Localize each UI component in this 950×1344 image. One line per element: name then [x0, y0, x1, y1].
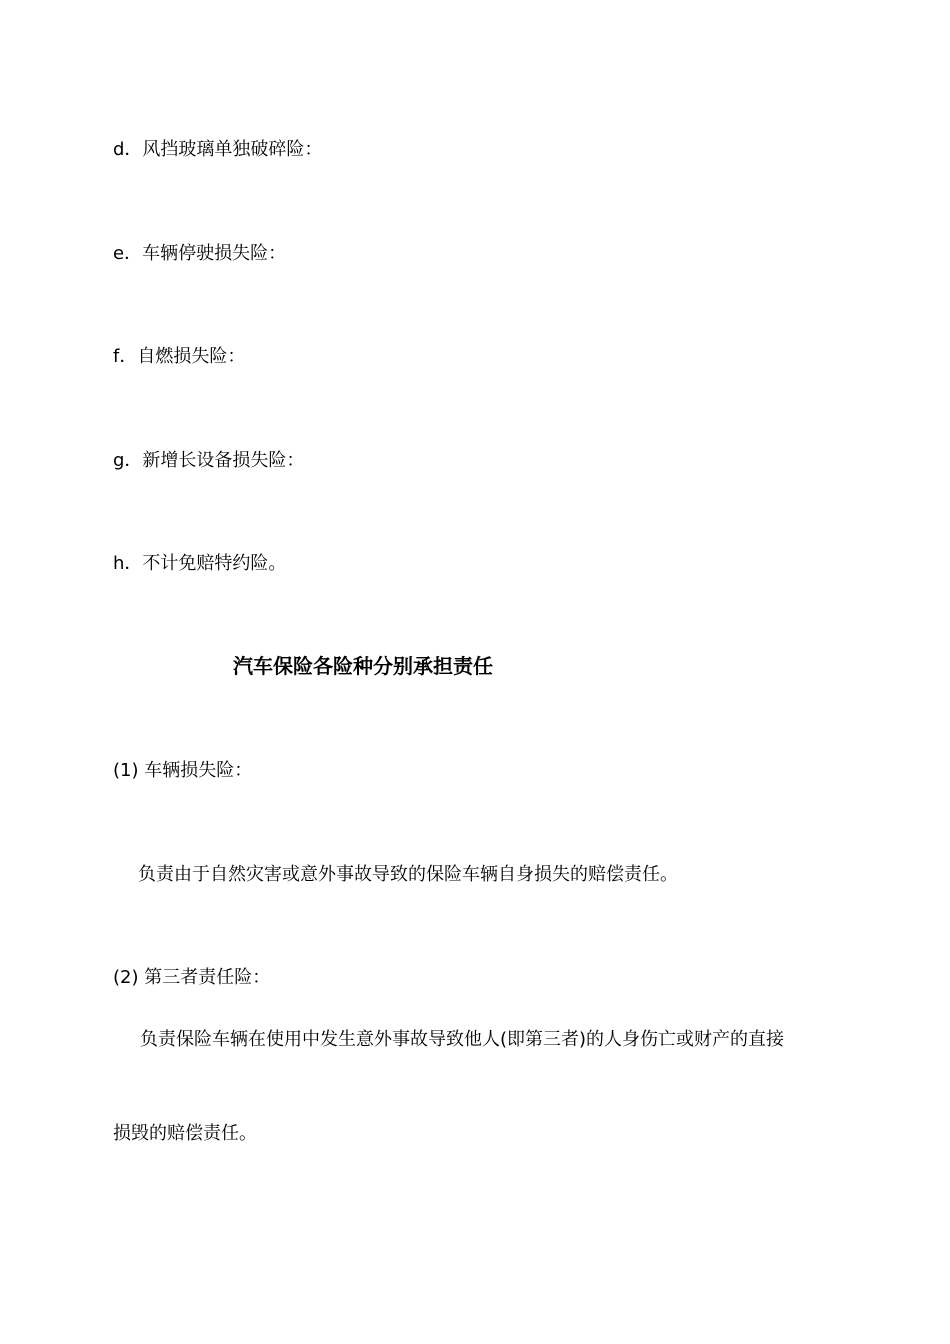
- list-item-spontaneous-combustion: f．自燃损失险：: [113, 346, 246, 367]
- clause-body-third-party-line2: 损毁的赔偿责任。: [113, 1123, 257, 1144]
- list-item-windshield-glass: d．风挡玻璃单独破碎险：: [113, 139, 323, 160]
- list-item-added-equipment-loss: g．新增长设备损失险：: [113, 450, 305, 471]
- section-title: 汽车保险各险种分别承担责任: [233, 654, 493, 678]
- list-item-no-deductible: h．不计免赔特约险。: [113, 553, 287, 574]
- clause-body-third-party-line1: 负责保险车辆在使用中发生意外事故导致他人(即第三者)的人身伤亡或财产的直接: [140, 1029, 785, 1050]
- list-item-vehicle-suspension-loss: e．车辆停驶损失险：: [113, 243, 287, 264]
- clause-heading-vehicle-damage: (1) 车辆损失险：: [113, 760, 253, 781]
- clause-heading-third-party: (2) 第三者责任险：: [113, 967, 271, 988]
- clause-body-vehicle-damage: 负责由于自然灾害或意外事故导致的保险车辆自身损失的赔偿责任。: [138, 864, 678, 885]
